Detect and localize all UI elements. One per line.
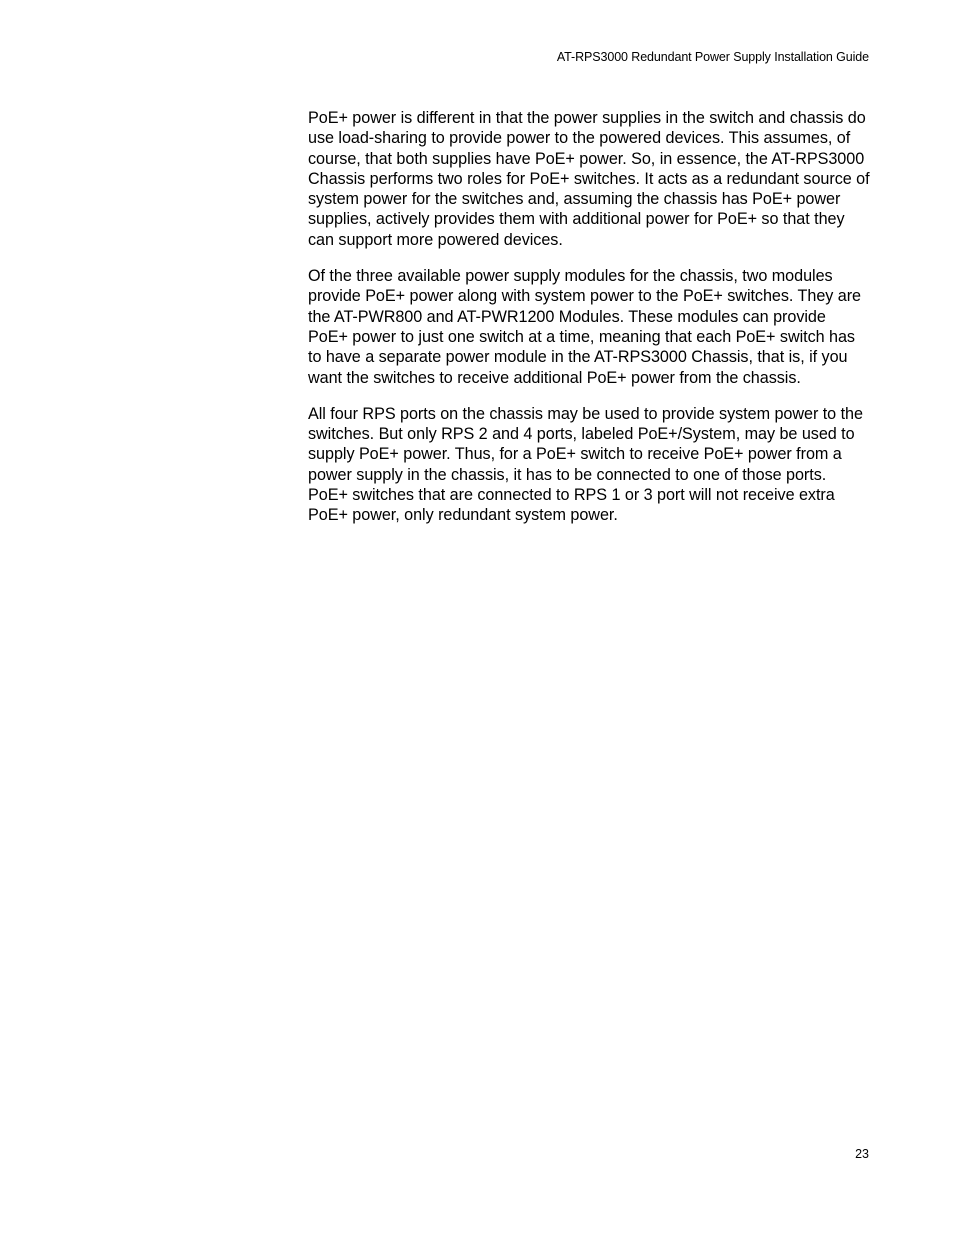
body-text bbox=[308, 108, 870, 542]
paragraph-poe-load-sharing: PoE+ power is different in that the power supplies in the switch and chassis do use load-sharing to provide power to the powered devices. This assumes, of course, that both supplies have PoE+ power. So, in essence, the AT-RPS3000 Chassis performs two roles for PoE+ switches. It acts as a redundant source of system power for the switches and, assuming the chassis has PoE+ power supplies, actively provides them with additional power for PoE+ so that they can support more powered devices. bbox=[308, 109, 870, 249]
running-header: AT-RPS3000 Redundant Power Supply Installation Guide bbox=[556, 50, 869, 64]
page-number: 23 bbox=[855, 1147, 869, 1161]
paragraph-power-supply-modules: Of the three available power supply modules for the chassis, two modules provide PoE+ power along with system power to the PoE+ switches. They are the AT-PWR800 and AT-PWR1200 Modules. These modules can provide PoE+ power to just one switch at a time, meaning that each PoE+ switch has to have a separate power module in the AT-RPS3000 Chassis, that is, if you want the switches to receive additional PoE+ power from the chassis. bbox=[308, 267, 862, 387]
paragraph-rps-ports: All four RPS ports on the chassis may be used to provide system power to the switches. But only RPS 2 and 4 ports, labeled PoE+/System, may be used to supply PoE+ power. Thus, for a PoE+ switch to receive PoE+ power from a power supply in the chassis, it has to be connected to one of those ports. PoE+ switches that are connected to RPS 1 or 3 port will not receive extra PoE+ power, only redundant system power. bbox=[308, 404, 863, 525]
